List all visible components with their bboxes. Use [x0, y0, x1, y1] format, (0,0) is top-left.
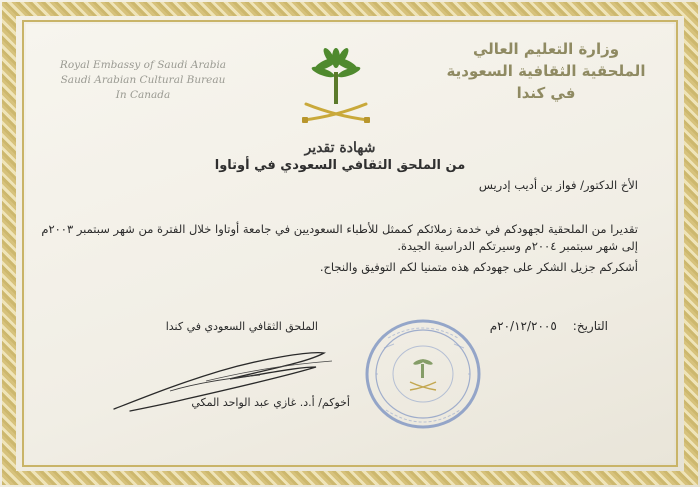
date-label: التاريخ:	[572, 319, 608, 333]
arabic-header-line-2: الملحقية الثقافية السعودية	[446, 62, 646, 80]
palm-and-crossed-swords-emblem-icon	[296, 46, 376, 130]
certificate-title: شهادة تقدير	[304, 140, 376, 156]
arabic-header-line-1: وزارة التعليم العالي	[472, 40, 620, 58]
arabic-header	[446, 38, 646, 104]
date-value: ٢٠/١٢/٢٠٠٥م	[489, 319, 557, 333]
signer-title: الملحق الثقافي السعودي في كندا	[165, 320, 318, 333]
english-header-line-1: Royal Embassy of Saudi Arabia	[59, 59, 227, 71]
arabic-header-line-3: في كندا	[516, 84, 576, 102]
body-paragraph-1: تقديرا من الملحقية لجهودكم في خدمة زملائكم كممثل للأطباء السعوديين في جامعة أوتاوا خلال الفترة من شهر سبتمبر ٢٠٠٣م إلى شهر سبتمبر ٢٠٠٤م وسيرتكم الدراسية الجيدة.	[41, 222, 638, 253]
official-seal-icon	[364, 318, 482, 430]
english-header-line-2: Saudi Arabian Cultural Bureau	[60, 74, 226, 86]
english-header-line-3: In Canada	[115, 89, 171, 101]
body-paragraph-2: أشكركم جزيل الشكر على جهودكم هذه متمنيا لكم التوفيق والنجاح.	[319, 260, 638, 274]
english-header	[48, 58, 238, 103]
recipient-line: الأخ الدكتور/ فواز بن أديب إدريس	[478, 178, 638, 192]
certificate-subtitle: من الملحق الثقافي السعودي في أوتاوا	[214, 158, 466, 173]
signer-name: أخوكم/ أ.د. غازي عبد الواحد المكي	[191, 396, 350, 409]
